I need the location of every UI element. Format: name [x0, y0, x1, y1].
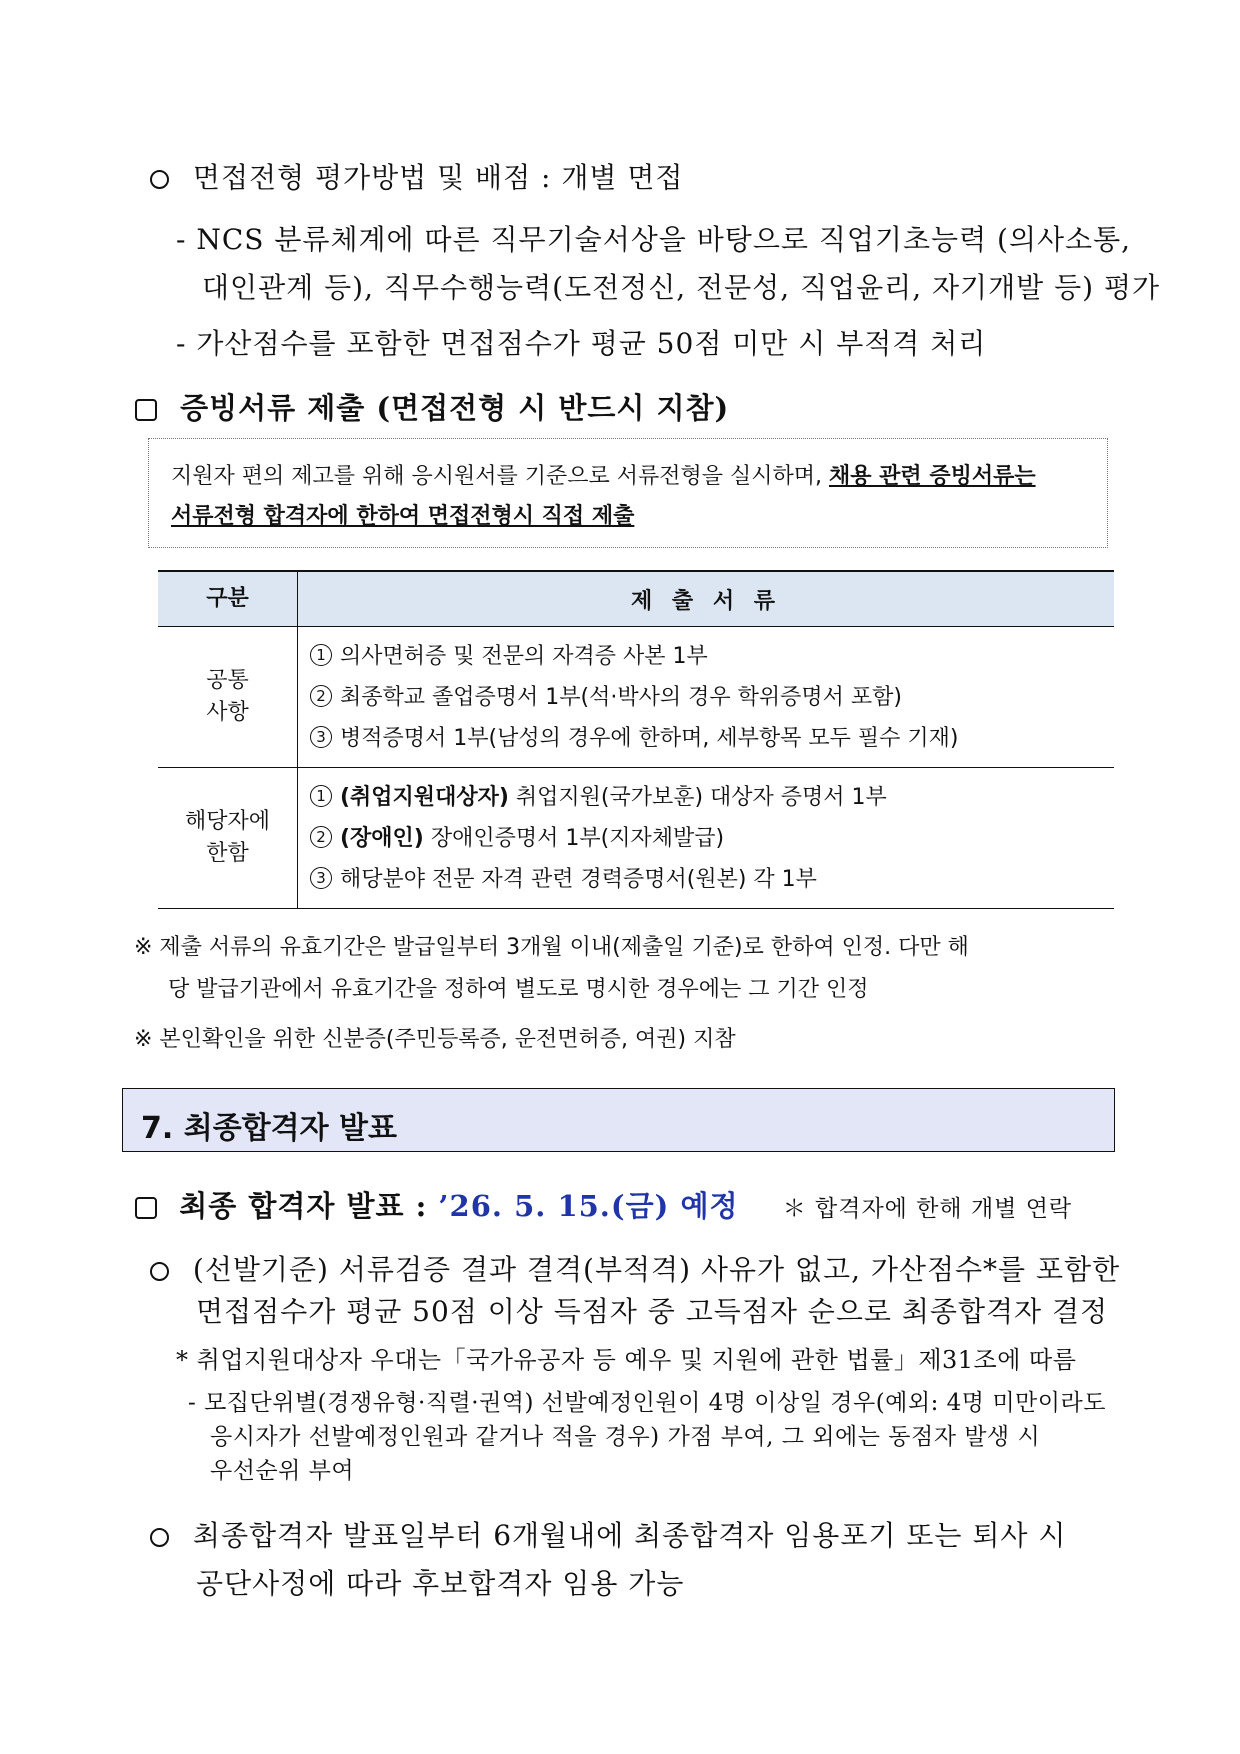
table-row	[158, 768, 1114, 909]
announce-label: 최종 합격자 발표 :	[179, 1189, 439, 1223]
table-header-documents: 제 출 서 류	[298, 571, 1115, 627]
announce-date: ’26. 5. 15.(금) 예정	[438, 1189, 739, 1223]
docs-heading: 증빙서류 제출 (면접전형 시 반드시 지참)	[180, 391, 730, 425]
table-row	[158, 627, 1114, 768]
table-header-row	[158, 571, 1114, 627]
notice-plain-text: 지원자 편의 제고를 위해 응시원서를 기준으로 서류전형을 실시하며,	[171, 464, 829, 489]
circled-number: 2	[310, 685, 332, 707]
interview-bullet2: - 가산점수를 포함한 면접점수가 평균 50점 미만 시 부적격 처리	[176, 327, 987, 360]
circle-bullet-icon	[150, 1528, 169, 1547]
category-label: 해당자에 한함	[184, 809, 270, 866]
circled-number: 3	[310, 867, 332, 889]
announce-row	[135, 1184, 1072, 1225]
item-text: 장애인증명서 1부(지자체발급)	[423, 825, 725, 851]
reserve-line2: 공단사정에 따라 후보합격자 임용 가능	[196, 1567, 685, 1600]
criteria-line1: (선발기준) 서류검증 결과 결격(부적격) 사유가 없고, 가산점수*를 포함한	[192, 1253, 1121, 1286]
documents-table	[158, 570, 1114, 909]
docs-heading-row	[135, 386, 729, 427]
criteria-footnote: * 취업지원대상자 우대는「국가유공자 등 예우 및 지원에 관한 법률」제31조에 따름	[176, 1346, 1077, 1374]
list-item	[310, 718, 1113, 759]
item-bold-text: (취업지원대상자)	[340, 784, 509, 810]
circle-bullet-icon	[150, 170, 169, 189]
section7-title: 7. 최종합격자 발표	[141, 1111, 398, 1146]
list-item	[310, 859, 1113, 900]
circle-bullet-icon	[150, 1262, 169, 1281]
announce-note: ＊ 합격자에 한해 개별 연락	[782, 1196, 1073, 1222]
item-text: 해당분야 전문 자격 관련 경력증명서(원본) 각 1부	[340, 866, 817, 892]
sub-line2: 응시자가 선발예정인원과 같거나 적을 경우) 가점 부여, 그 외에는 동점자 발생 시	[210, 1424, 1041, 1450]
circled-number: 1	[310, 785, 332, 807]
square-bullet-icon	[135, 399, 157, 421]
item-text: 병적증명서 1부(남성의 경우에 한하며, 세부항목 모두 필수 기재)	[340, 725, 959, 751]
interview-heading-row	[150, 156, 683, 196]
table-header-category: 구분	[158, 571, 298, 627]
note2: ※ 본인확인을 위한 신분증(주민등록증, 운전면허증, 여권) 지참	[134, 1027, 736, 1052]
interview-bullet1-line2: 대인관계 등), 직무수행능력(도전정신, 전문성, 직업윤리, 자기개발 등) 평가	[202, 271, 1161, 304]
list-item	[310, 636, 1113, 677]
circled-number: 2	[310, 826, 332, 848]
list-item	[310, 777, 1113, 818]
row-items-applicable	[298, 768, 1115, 909]
circled-number: 1	[310, 644, 332, 666]
note1-line2: 당 발급기관에서 유효기간을 정하여 별도로 명시한 경우에는 그 기간 인정	[168, 977, 869, 1002]
reserve-line1: 최종합격자 발표일부터 6개월내에 최종합격자 임용포기 또는 퇴사 시	[192, 1519, 1067, 1552]
sub-line1: - 모집단위별(경쟁유형·직렬·권역) 선발예정인원이 4명 이상일 경우(예외: 4명 미만이라도	[188, 1390, 1106, 1416]
row-items-common	[298, 627, 1115, 768]
criteria-line2: 면접점수가 평균 50점 이상 득점자 중 고득점자 순으로 최종합격자 결정	[196, 1295, 1109, 1328]
note1-line1: ※ 제출 서류의 유효기간은 발급일부터 3개월 이내(제출일 기준)로 한하여 인정. 다만 해	[134, 935, 969, 960]
section7-header	[122, 1088, 1115, 1152]
list-item	[310, 677, 1113, 718]
notice-line1	[171, 459, 1036, 490]
item-bold-text: (장애인)	[340, 825, 424, 851]
list-item	[310, 818, 1113, 859]
item-text: 의사면허증 및 전문의 자격증 사본 1부	[340, 643, 708, 669]
square-bullet-icon	[135, 1197, 157, 1219]
interview-bullet1-line1: - NCS 분류체계에 따른 직무기술서상을 바탕으로 직업기초능력 (의사소통,	[176, 223, 1132, 256]
row-category-common	[158, 627, 298, 768]
notice-bold-text-1: 채용 관련 증빙서류는	[829, 464, 1036, 489]
circled-number: 3	[310, 726, 332, 748]
row-category-applicable	[158, 768, 298, 909]
item-text: 취업지원(국가보훈) 대상자 증명서 1부	[508, 784, 887, 810]
notice-line2: 서류전형 합격자에 한하여 면접전형시 직접 제출	[171, 504, 635, 529]
docs-notice-box	[148, 438, 1108, 548]
sub-line3: 우선순위 부여	[210, 1458, 355, 1484]
criteria-row	[150, 1248, 1120, 1288]
interview-heading: 면접전형 평가방법 및 배점 : 개별 면접	[192, 161, 684, 194]
reserve-row	[150, 1514, 1066, 1554]
item-text: 최종학교 졸업증명서 1부(석·박사의 경우 학위증명서 포함)	[340, 684, 902, 710]
category-label: 공통 사항	[206, 668, 249, 725]
